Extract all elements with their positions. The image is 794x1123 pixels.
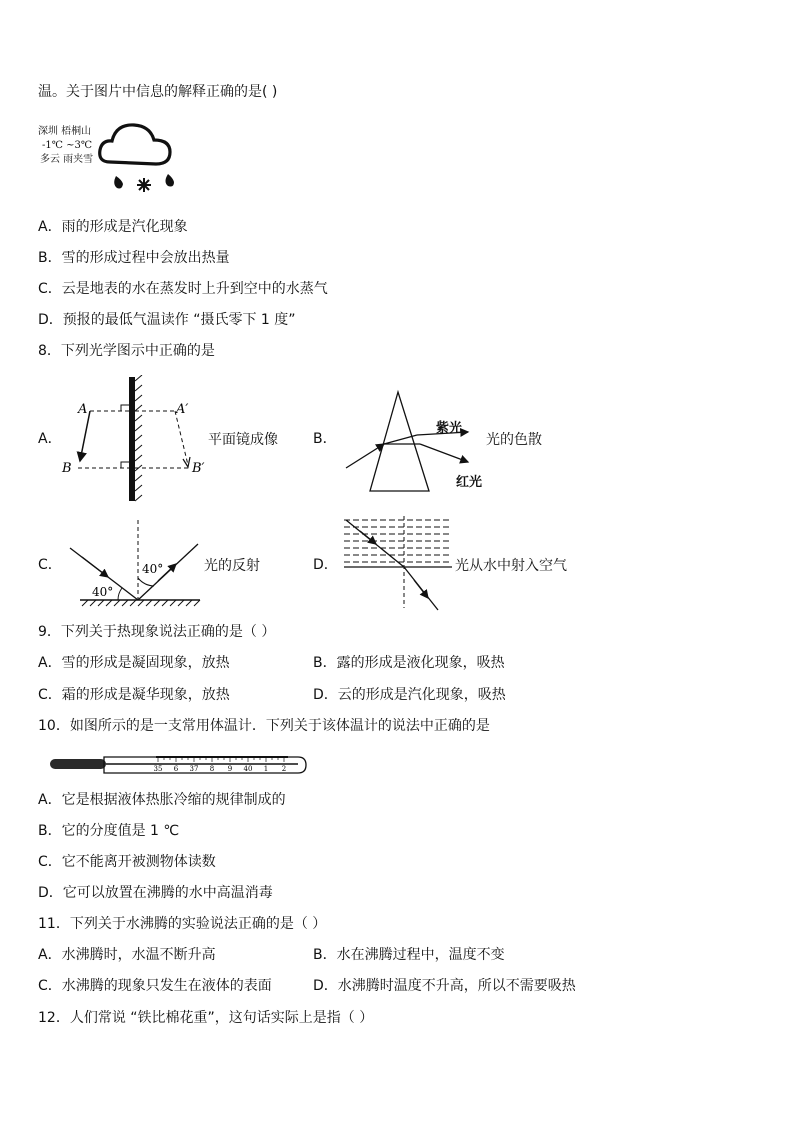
scale-label: 2 xyxy=(281,765,287,773)
q11-option-c[interactable]: C．水沸腾的现象只发生在液体的表面 xyxy=(38,978,272,994)
q8-option-d-caption: 光从水中射入空气 xyxy=(455,558,567,574)
q9-option-a[interactable]: A．雪的形成是凝固现象，放热 xyxy=(38,655,230,671)
q11-stem: 11．下列关于水沸腾的实验说法正确的是（ ） xyxy=(38,916,327,932)
reflection-diagram xyxy=(66,516,206,610)
incident-angle-label: 40° xyxy=(92,585,114,599)
q9-option-b[interactable]: B．露的形成是液化现象，吸热 xyxy=(313,655,505,671)
q7-option-b[interactable]: B．雪的形成过程中会放出热量 xyxy=(38,250,230,266)
plane-mirror-diagram xyxy=(60,375,220,505)
q10-option-c[interactable]: C．它不能离开被测物体读数 xyxy=(38,854,216,870)
q8-option-c-letter[interactable]: C． xyxy=(38,557,62,573)
q11-option-a[interactable]: A．水沸腾时，水温不断升高 xyxy=(38,947,216,963)
q10-option-a[interactable]: A．它是根据液体热胀冷缩的规律制成的 xyxy=(38,792,286,808)
q7-stem: 温。关于图片中信息的解释正确的是( ) xyxy=(38,84,278,100)
q11-option-d[interactable]: D．水沸腾时温度不升高，所以不需要吸热 xyxy=(313,978,576,994)
q11-option-b[interactable]: B．水在沸腾过程中，温度不变 xyxy=(313,947,505,963)
violet-light-label: 紫光 xyxy=(436,421,463,436)
q10-option-b[interactable]: B．它的分度值是 1 ℃ xyxy=(38,823,180,839)
q8-option-b-letter[interactable]: B． xyxy=(313,431,337,447)
q7-option-a[interactable]: A．雨的形成是汽化现象 xyxy=(38,219,188,235)
scale-label: 9 xyxy=(227,765,233,773)
scale-label: 37 xyxy=(189,765,199,773)
q8-option-a-caption: 平面镜成像 xyxy=(208,432,278,448)
q8-option-c-caption: 光的反射 xyxy=(204,558,260,574)
scale-label: 1 xyxy=(263,765,269,773)
clinical-thermometer-figure xyxy=(48,753,310,779)
q8-option-b-caption: 光的色散 xyxy=(486,432,542,448)
weather-desc: 多云 雨夹雪 xyxy=(40,154,94,165)
weather-temp: -1℃ ~3℃ xyxy=(42,140,93,151)
scale-label: 40 xyxy=(243,765,253,773)
weather-forecast-figure xyxy=(38,116,188,198)
point-b-prime: B′ xyxy=(192,461,205,476)
scale-label: 8 xyxy=(209,765,215,773)
point-a-prime: A′ xyxy=(176,402,189,417)
q8-option-d-letter[interactable]: D． xyxy=(313,557,338,573)
q12-stem: 12．人们常说 “铁比棉花重”，这句话实际上是指（ ） xyxy=(38,1010,374,1026)
point-b: B xyxy=(62,461,72,476)
weather-place: 深圳 梧桐山 xyxy=(38,126,92,137)
q9-option-c[interactable]: C．霜的形成是凝华现象，放热 xyxy=(38,687,230,703)
scale-label: 6 xyxy=(173,765,179,773)
red-light-label: 红光 xyxy=(456,475,483,490)
cloud-rain-snow-icon xyxy=(38,116,188,198)
point-a: A xyxy=(78,402,88,417)
prism xyxy=(370,392,429,491)
q7-option-c[interactable]: C．云是地表的水在蒸发时上升到空中的水蒸气 xyxy=(38,281,328,297)
q7-option-d[interactable]: D．预报的最低气温读作 “摄氏零下 1 度” xyxy=(38,312,296,328)
q9-option-d[interactable]: D．云的形成是汽化现象，吸热 xyxy=(313,687,506,703)
water-to-air-diagram xyxy=(342,516,454,612)
q10-option-d[interactable]: D．它可以放置在沸腾的水中高温消毒 xyxy=(38,885,273,901)
q10-stem: 10．如图所示的是一支常用体温计．下列关于该体温计的说法中正确的是 xyxy=(38,718,490,734)
prism-dispersion-diagram xyxy=(340,388,490,496)
thermometer-bulb xyxy=(50,759,106,769)
q9-stem: 9．下列关于热现象说法正确的是（ ） xyxy=(38,624,276,640)
mirror xyxy=(129,377,135,501)
q8-option-a-letter[interactable]: A． xyxy=(38,431,62,447)
q8-stem: 8．下列光学图示中正确的是 xyxy=(38,343,215,359)
reflect-angle-label: 40° xyxy=(142,562,164,576)
scale-label: 35 xyxy=(153,765,163,773)
